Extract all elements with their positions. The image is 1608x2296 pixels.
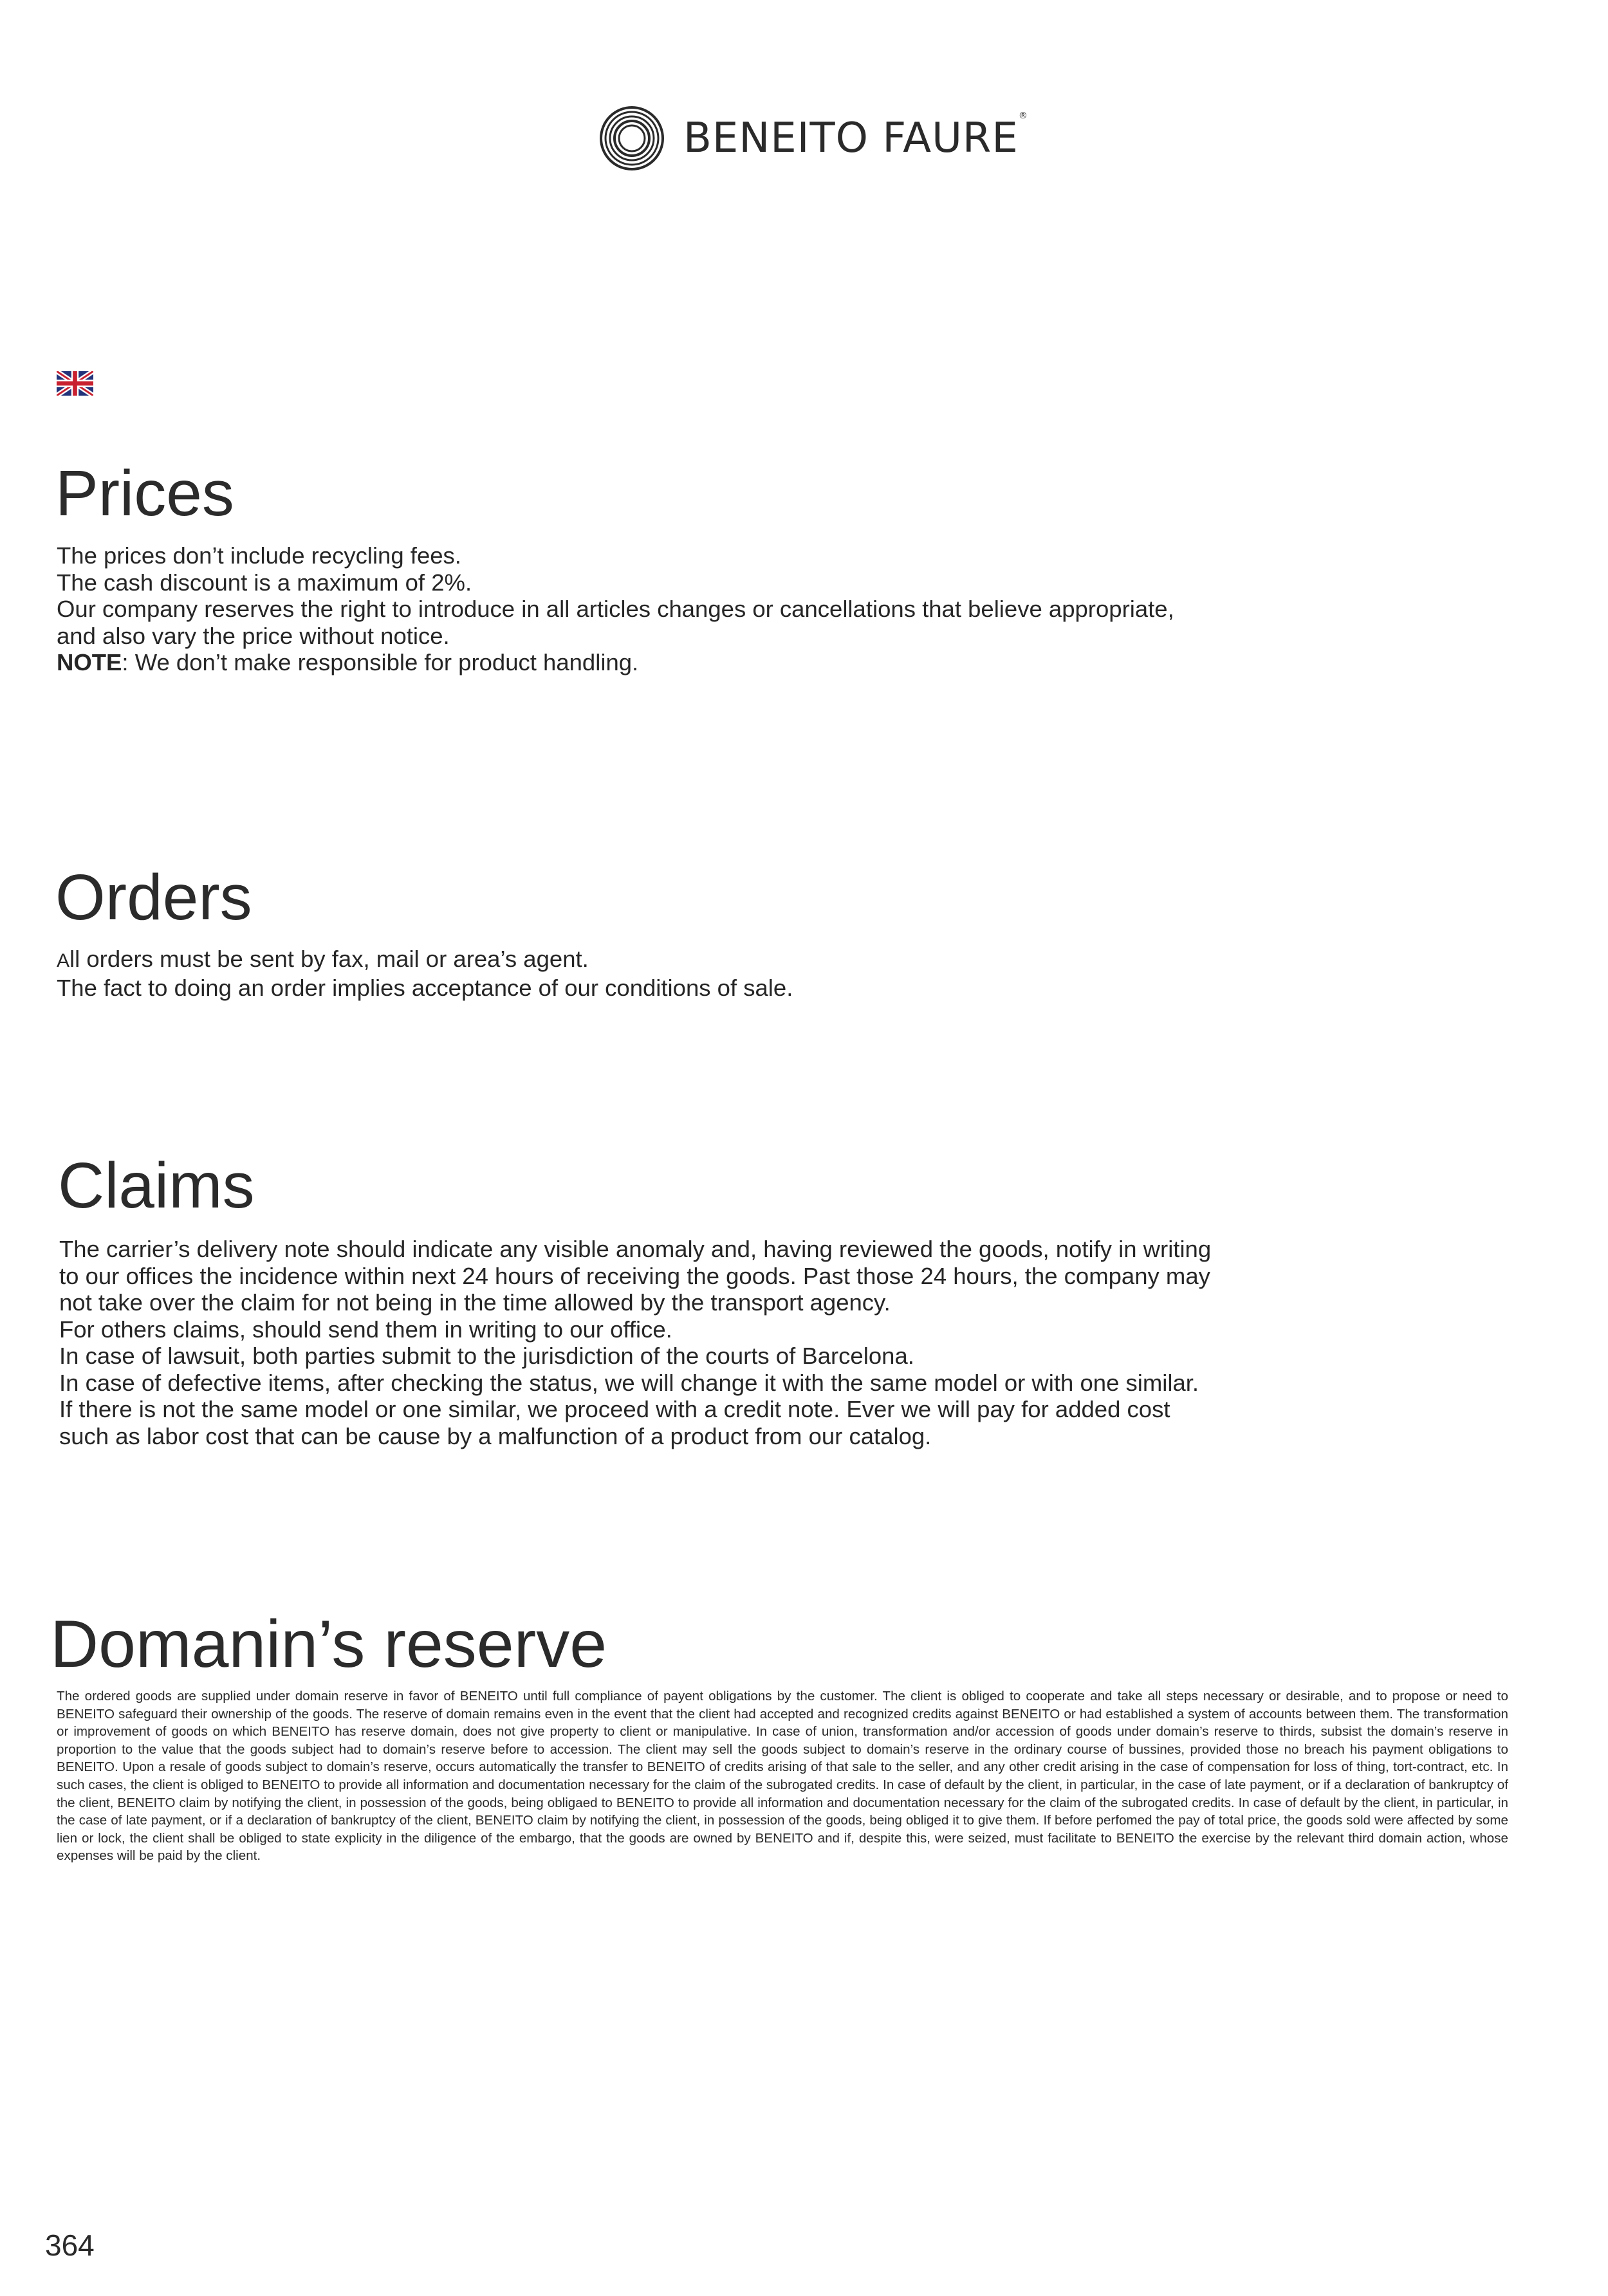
claims-line: to our offices the incidence within next 24 hours of receiving the goods. Past those 24 hours, the company may [59,1262,1210,1289]
claims-line: In case of defective items, after checking the status, we will change it with the same model or with one similar. [59,1369,1199,1396]
page-number: 364 [45,2228,95,2262]
prices-line: The prices don’t include recycling fees. [57,542,461,569]
orders-line: The fact to doing an order implies acceptance of our conditions of sale. [57,974,793,1001]
brand-name-text: BENEITO FAURE [683,115,1019,162]
orders-title: Orders [55,861,252,933]
registered-mark: ® [1018,111,1028,121]
domain-reserve-title: Domanin’s reserve [50,1607,607,1682]
note-label: NOTE [57,649,122,675]
orders-text [57,946,793,1001]
claims-text [59,1236,1211,1449]
concentric-ring-logo-icon [598,105,665,172]
claims-line: In case of lawsuit, both parties submit to the jurisdiction of the courts of Barcelona. [59,1343,914,1369]
orders-line [57,946,793,975]
claims-line: The carrier’s delivery note should indicate any visible anomaly and, having reviewed the goods, notify in writing [59,1236,1212,1262]
domain-reserve-text: The ordered goods are supplied under domain reserve in favor of BENEITO until full compliance of payent obligations by the customer. The client is obliged to cooperate and take all steps necessary or desirable, and to propose or need to BENEITO safeguard their ownership of the goods. The reserve of domain remains even in the event that the client had accepted and recognized credits against BENEITO or had established a system of accounts between them. The transformation or improvement of goods on which BENEITO has reserve domain, does not give property to client or manipulative. In case of union, transformation and/or accession of goods under domain’s reserve to thirds, subsist the domain’s reserve in proportion to the value that the goods subject had to domain’s reserve before to accession. The client may sell the goods subject to domain’s reserve in the ordinary course of bussines, provided those no breach his payment obligations to BENEITO. Upon a resale of goods subject to domain’s reserve, occurs automatically the transfer to BENEITO of credits arising of that sale to the seller, and any other credit arising in the case of compensation for loss of thing, tort-contract, etc. In such cases, the client is obliged to BENEITO to provide all information and documentation necessary for the claim of the subrogated credits. In case of default by the client, in particular, in the case of late payment, or if a declaration of bankruptcy of the client, BENEITO claim by notifying the client, in possession of the goods, being obligaed to BENEITO to provide all information and documentation necessary for the claim of the subrogated credits. In case of default by the client, in particular, in the case of late payment, or if a declaration of bankruptcy of the client, BENEITO claim by notifying the client, in possession of the goods, being obliged it to give them. If before perfomed the pay of total price, the goods sold were affected by some lien or lock, the client shall be obliged to state explicity in the diligence of the embargo, that the goods are owned by BENEITO and if, despite this, were seized, must facilitate to BENEITO the exercise by the relevant third domain action, whose expenses will be paid by the client. [57,1689,1508,1864]
claims-line: For others claims, should send them in writing to our office. [59,1316,672,1343]
note-text: : We don’t make responsible for product handling. [122,649,639,675]
prices-line: Our company reserves the right to introduce in all articles changes or cancellations that believe appropriate, [57,596,1174,622]
uk-flag-icon [57,371,93,396]
prices-note [57,649,1174,676]
prices-title: Prices [55,457,234,529]
prices-text [57,542,1174,676]
orders-initial: A [57,950,70,971]
claims-title: Claims [58,1150,255,1222]
orders-line-rest: ll orders must be sent by fax, mail or area’s agent. [69,946,589,972]
brand-logo [598,103,1028,174]
prices-line: and also vary the price without notice. [57,622,450,649]
claims-line: not take over the claim for not being in the time allowed by the transport agency. [59,1289,891,1316]
brand-name [683,111,1028,162]
prices-line: The cash discount is a maximum of 2%. [57,569,472,596]
claims-line: such as labor cost that can be cause by a malfunction of a product from our catalog. [59,1422,932,1449]
claims-line: If there is not the same model or one similar, we proceed with a credit note. Ever we will pay for added cost [59,1396,1170,1422]
